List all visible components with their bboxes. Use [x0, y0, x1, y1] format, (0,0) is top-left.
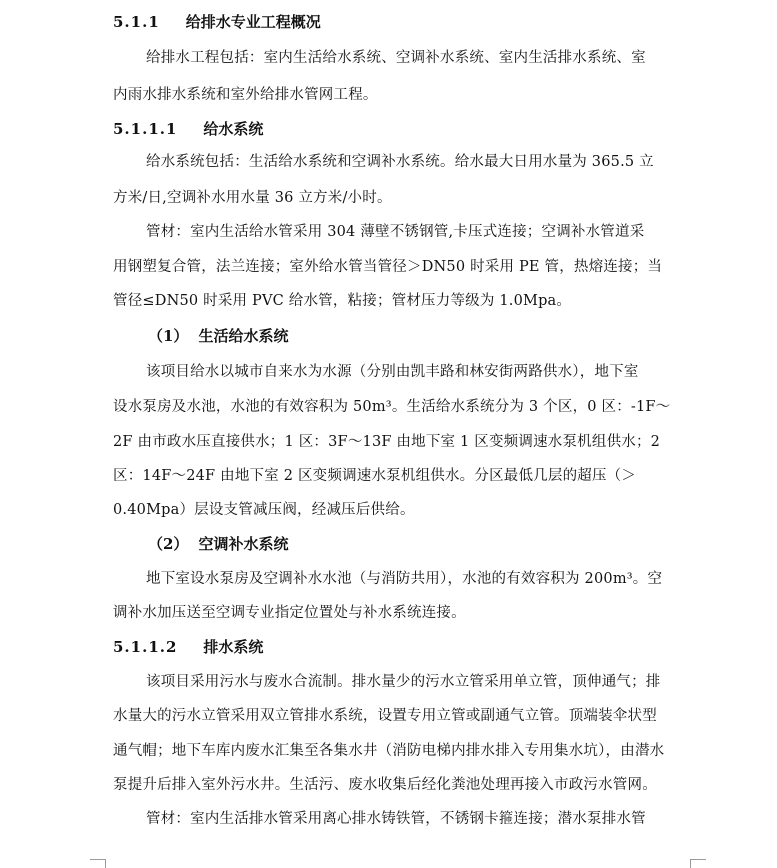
- subsection-heading-2: [148, 534, 288, 554]
- paragraph-line: 管材：室内生活给水管采用 304 薄壁不锈钢管,卡压式连接；空调补水管道采: [146, 224, 645, 240]
- paragraph-line: 0.40Mpa）层设支管减压阀，经减压后供给。: [113, 502, 415, 518]
- paragraph-line: 管材：室内生活排水管采用离心排水铸铁管，不锈钢卡箍连接；潜水泵排水管: [146, 811, 646, 827]
- section-title: 给排水专业工程概况: [185, 13, 321, 31]
- paragraph-line: 管径≤DN50 时采用 PVC 给水管，粘接；管材压力等级为 1.0Mpa。: [113, 293, 572, 309]
- section-number: 5.1.1.2: [113, 638, 178, 656]
- subsection-title: 生活给水系统: [198, 327, 289, 345]
- paragraph-line: 通气帽；地下车库内废水汇集至各集水井（消防电梯内排水排入专用集水坑），由潜水: [113, 743, 665, 759]
- section-heading-5-1-1-2: [113, 637, 263, 657]
- paragraph-line: 调补水加压送至空调专业指定位置处与补水系统连接。: [113, 605, 466, 621]
- paragraph-line: 该项目给水以城市自来水为水源（分别由凯丰路和林安街两路供水），地下室: [146, 364, 639, 380]
- subsection-heading-1: [148, 326, 288, 346]
- paragraph-line: 地下室设水泵房及空调补水水池（与消防共用），水池的有效容积为 200m³。空: [146, 571, 663, 587]
- paragraph-line: 该项目采用污水与废水合流制。排水量少的污水立管采用单立管，顶伸通气；排: [146, 674, 661, 690]
- subsection-title: 空调补水系统: [198, 535, 289, 553]
- paragraph-line: 设水泵房及水池，水池的有效容积为 50m³。生活给水系统分为 3 个区，0 区：-1F～: [113, 399, 671, 415]
- section-title: 排水系统: [203, 638, 264, 656]
- paragraph-line: 用钢塑复合管，法兰连接；室外给水管当管径＞DN50 时采用 PE 管，热熔连接；当: [113, 259, 663, 275]
- paragraph-line: 给排水工程包括：室内生活给水系统、空调补水系统、室内生活排水系统、室: [146, 50, 646, 66]
- subsection-number: （1）: [148, 327, 189, 345]
- paragraph-line: 给水系统包括：生活给水系统和空调补水系统。给水最大日用水量为 365.5 立: [146, 154, 654, 170]
- paragraph-line: 泵提升后排入室外污水井。生活污、废水收集后经化粪池处理再接入市政污水管网。: [113, 777, 657, 793]
- subsection-number: （2）: [148, 535, 189, 553]
- section-number: 5.1.1.1: [113, 120, 178, 138]
- paragraph-line: 内雨水排水系统和室外给排水管网工程。: [113, 87, 378, 103]
- section-number: 5.1.1: [113, 13, 160, 31]
- section-heading-5-1-1-1: [113, 119, 263, 139]
- paragraph-line: 2F 由市政水压直接供水；1 区：3F～13F 由地下室 1 区变频调速水泵机组供水；2: [113, 434, 661, 450]
- section-title: 给水系统: [203, 120, 264, 138]
- paragraph-line: 水量大的污水立管采用双立管排水系统，设置专用立管或副通气立管。顶端装伞状型: [113, 708, 657, 724]
- paragraph-line: 方米/日,空调补水用水量 36 立方米/小时。: [113, 190, 392, 206]
- paragraph-line: 区：14F～24F 由地下室 2 区变频调速水泵机组供水。分区最低几层的超压（＞: [113, 468, 637, 484]
- section-heading-5-1-1: [113, 12, 321, 32]
